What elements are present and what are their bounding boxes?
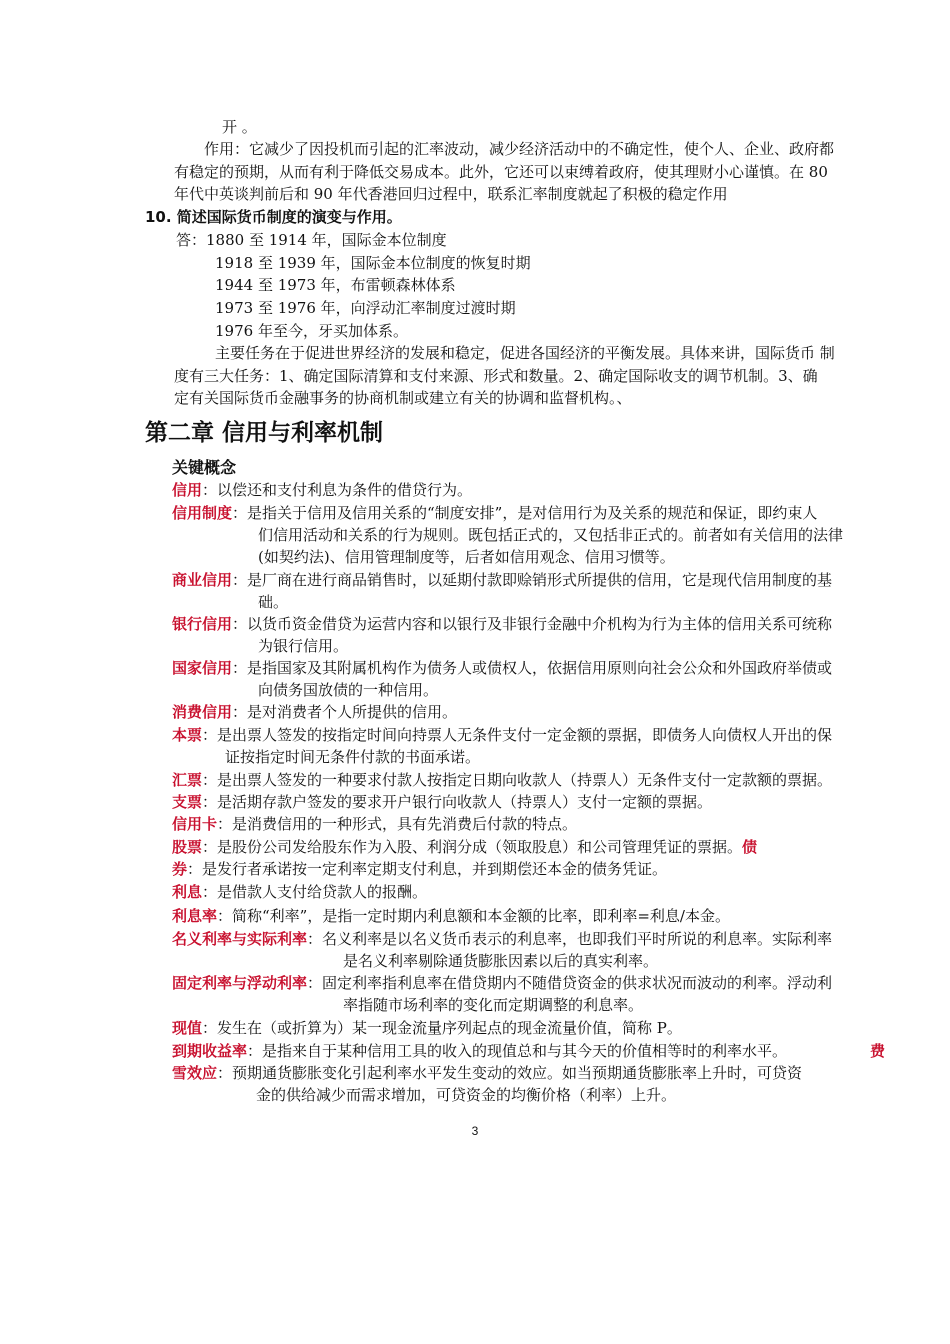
term-definition: ：是指关于信用及信用关系的“制度安排”，是对信用行为及关系的规范和保证，即约束人 [232, 504, 818, 522]
term-label: 利息 [172, 883, 203, 901]
term-definition: ：以货币资金借贷为运营内容和以银行及非银行金融中介机构为行为主体的信用关系可统称 [232, 615, 833, 633]
concept-fixed-floating-rate [172, 972, 832, 994]
task-line-3: 定有关国际货币金融事务的协商机制或建立有关的协调和监督机构。、 [174, 389, 632, 407]
term-label: 券 [172, 860, 188, 878]
concept-fisher-effect-cont: 金的供给减少而需求增加，可贷资金的均衡价格（利率）上升。 [256, 1086, 677, 1104]
term-label: 消费信用 [172, 703, 233, 721]
concept-credit-card [172, 813, 577, 835]
term-label: 到期收益率 [172, 1042, 248, 1060]
term-label: 信用制度 [172, 504, 233, 522]
concept-fixed-floating-rate-cont: 率指随市场利率的变化而定期调整的利息率。 [343, 996, 644, 1014]
term-label: 信用 [172, 481, 203, 499]
term-definition: ：预期通货膨胀变化引起利率水平发生变动的效应。如当预期通货膨胀率上升时，可贷资 [217, 1064, 803, 1082]
concept-commercial-credit [172, 569, 832, 591]
chapter-title: 第二章 信用与利率机制 [145, 420, 384, 446]
answer-line-3: 1944 至 1973 年，布雷顿森林体系 [215, 276, 456, 294]
term-label: 本票 [172, 726, 203, 744]
concept-promissory-note [172, 724, 832, 746]
task-line-1: 主要任务在于促进世界经济的发展和稳定，促进各国经济的平衡发展。具体来讲，国际货币 制 [215, 344, 835, 362]
concept-present-value [172, 1017, 682, 1039]
concept-nominal-real-rate [172, 928, 832, 950]
concept-credit [172, 479, 472, 501]
answer-line-4: 1973 至 1976 年，向浮动汇率制度过渡时期 [215, 299, 516, 317]
term-label: 股票 [172, 838, 203, 856]
concept-nominal-real-rate-cont: 是名义利率剔除通货膨胀因素以后的真实利率。 [343, 952, 659, 970]
concept-bank-credit-cont: 为银行信用。 [258, 637, 349, 655]
term-definition: ：是出票人签发的一种要求付款人按指定日期向收款人（持票人）无条件支付一定款额的票据。 [202, 771, 833, 789]
term-definition: ：是发行者承诺按一定利率定期支付利息，并到期偿还本金的债务凭证。 [187, 860, 668, 878]
answer-line-1: 答：1880 至 1914 年，国际金本位制度 [176, 231, 447, 249]
term-label: 雪效应 [172, 1064, 218, 1082]
concept-bank-credit [172, 613, 832, 635]
concept-check [172, 791, 712, 813]
term-definition: ：是厂商在进行商品销售时，以延期付款即赊销形式所提供的信用，它是现代信用制度的基 [232, 571, 833, 589]
concept-credit-system [172, 502, 817, 524]
answer-line-2: 1918 至 1939 年，国际金本位制度的恢复时期 [215, 254, 531, 272]
concept-credit-system-cont-2: (如契约法)、信用管理制度等，后者如信用观念、信用习惯等。 [258, 548, 675, 566]
intro-line-1: 开 。 [222, 118, 257, 136]
intro-line-4: 年代中英谈判前后和 90 年代香港回归过程中，联系汇率制度就起了积极的稳定作用 [174, 185, 728, 203]
term-label: 国家信用 [172, 659, 233, 677]
term-label: 现值 [172, 1019, 203, 1037]
question-10-title: 10. 简述国际货币制度的演变与作用。 [145, 208, 402, 226]
term-definition: ：是出票人签发的按指定时间向持票人无条件支付一定金额的票据，即债务人向债权人开出的保 [202, 726, 833, 744]
term-label: 汇票 [172, 771, 203, 789]
term-label: 利息率 [172, 907, 218, 925]
concept-state-credit [172, 657, 832, 679]
term-definition: ：是活期存款户签发的要求开户银行向收款人（持票人）支付一定额的票据。 [202, 793, 713, 811]
answer-line-5: 1976 年至今，牙买加体系。 [215, 322, 408, 340]
term-definition: ：是指来自于某种信用工具的收入的现值总和与其今天的价值相等时的利率水平。 [247, 1042, 788, 1060]
term-definition: ：是借款人支付给贷款人的报酬。 [202, 883, 428, 901]
term-label: 商业信用 [172, 571, 233, 589]
concept-promissory-note-cont: 证按指定时间无条件付款的书面承诺。 [225, 748, 481, 766]
term-definition: ：是对消费者个人所提供的信用。 [232, 703, 458, 721]
term-definition: ：是股份公司发给股东作为入股、利润分成（领取股息）和公司管理凭证的票据。 [202, 838, 743, 856]
concept-bond [172, 858, 667, 880]
term-definition: ：以偿还和支付利息为条件的借贷行为。 [202, 481, 473, 499]
page-number: 3 [471, 1124, 479, 1138]
concept-consumer-credit [172, 701, 457, 723]
term-definition: ：发生在（或折算为）某一现金流量序列起点的现金流量价值，简称 P。 [202, 1019, 682, 1037]
intro-line-3: 有稳定的预期，从而有利于降低交易成本。此外，它还可以束缚着政府，使其理财小心谨慎。在 80 [174, 163, 828, 181]
concept-state-credit-cont: 向债务国放债的一种信用。 [258, 681, 439, 699]
intro-line-2: 作用：它减少了因投机而引起的汇率波动，减少经济活动中的不确定性，使个人、企业、政府都 [204, 140, 835, 158]
concept-interest-rate [172, 905, 730, 927]
term-label: 信用卡 [172, 815, 218, 833]
term-label-fisher-part: 费 [870, 1042, 886, 1060]
section-subtitle: 关键概念 [172, 458, 237, 477]
term-definition: ：名义利率是以名义货币表示的利息率，也即我们平时所说的利息率。实际利率 [307, 930, 833, 948]
term-definition: ：是消费信用的一种形式，具有先消费后付款的特点。 [217, 815, 578, 833]
concept-stock [172, 836, 757, 858]
term-label-bond-part: 债 [742, 838, 758, 856]
task-line-2: 度有三大任务：1、确定国际清算和支付来源、形式和数量。2、确定国际收支的调节机制。3、确 [174, 367, 818, 385]
concept-commercial-credit-cont: 础。 [258, 593, 289, 611]
concept-fisher-effect [172, 1062, 802, 1084]
term-label: 银行信用 [172, 615, 233, 633]
term-label: 名义利率与实际利率 [172, 930, 308, 948]
term-label: 固定利率与浮动利率 [172, 974, 308, 992]
concept-credit-system-cont-1: 们信用活动和关系的行为规则。既包括正式的，又包括非正式的。前者如有关信用的法律 [258, 526, 844, 544]
concept-yield-to-maturity [172, 1040, 787, 1062]
term-definition: ：简称“利率”，是指一定时期内利息额和本金额的比率，即利率=利息/本金。 [217, 907, 730, 925]
term-definition: ：是指国家及其附属机构作为债务人或债权人，依据信用原则向社会公众和外国政府举债或 [232, 659, 833, 677]
term-label: 支票 [172, 793, 203, 811]
concept-interest [172, 881, 427, 903]
concept-bill-of-exchange [172, 769, 832, 791]
term-definition: ：固定利率指利息率在借贷期内不随借贷资金的供求状况而波动的利率。浮动利 [307, 974, 833, 992]
